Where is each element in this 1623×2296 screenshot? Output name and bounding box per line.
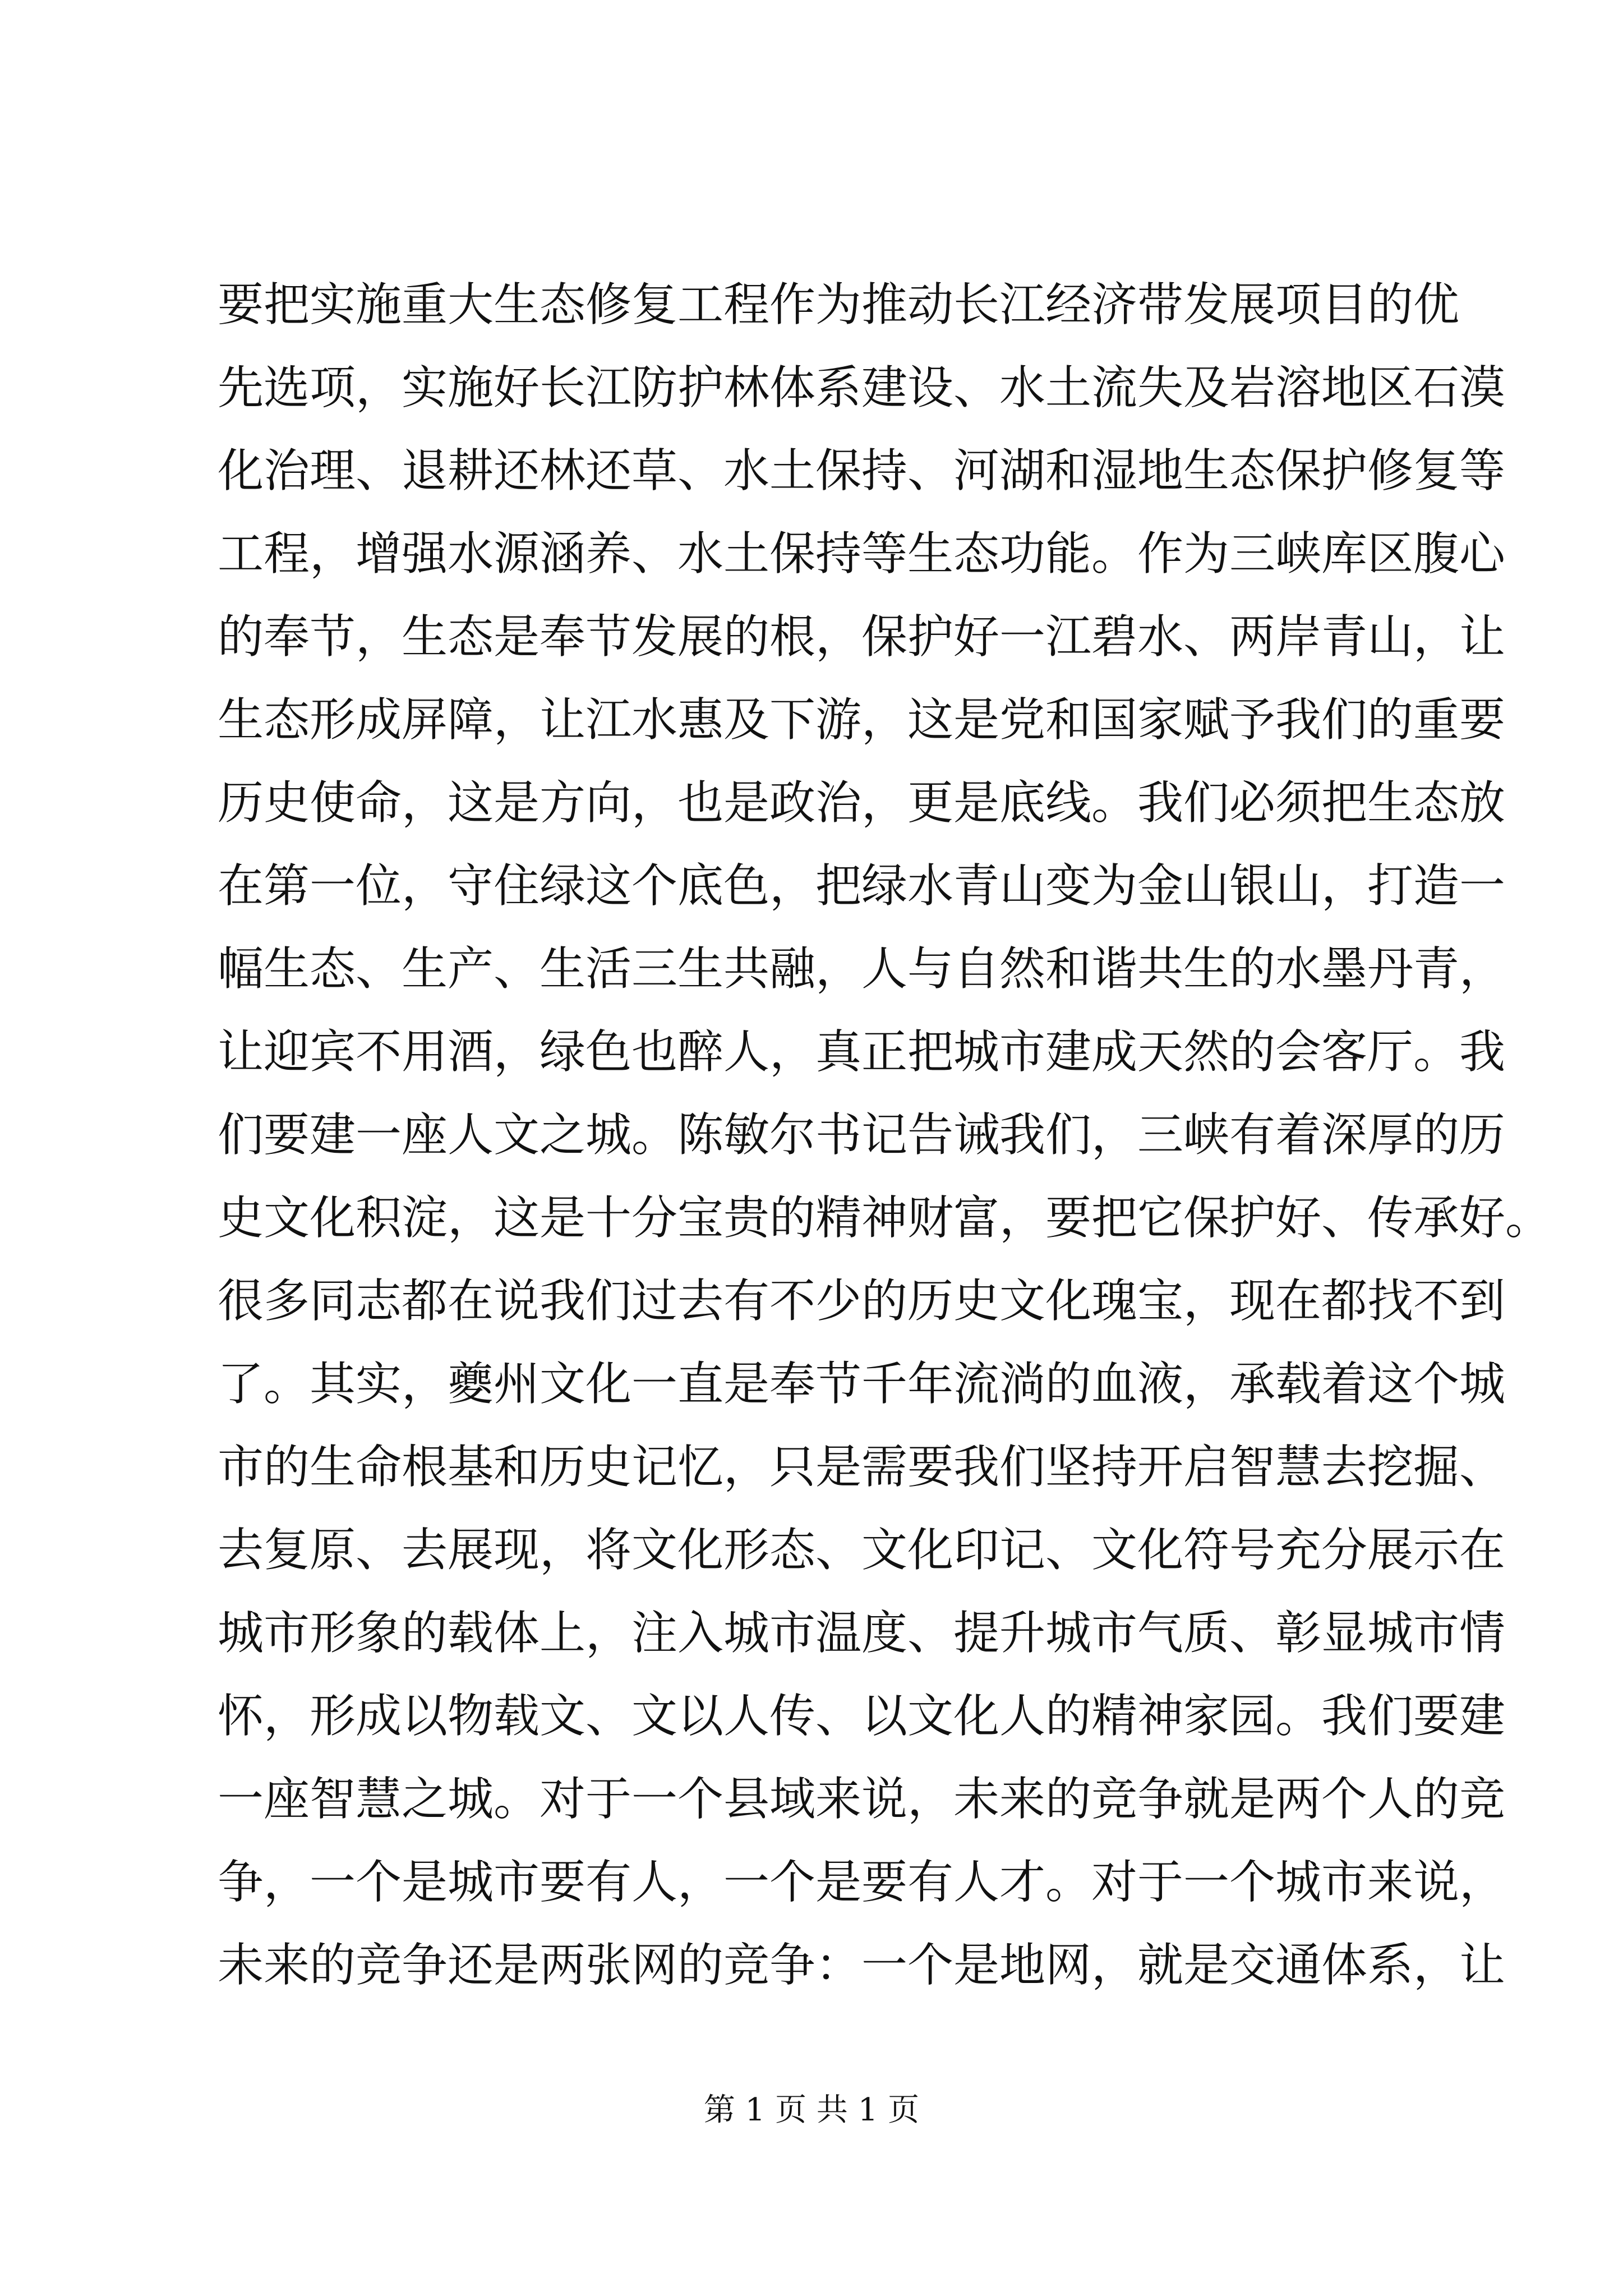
text-line: 的奉节，生态是奉节发展的根，保护好一江碧水、两岸青山，让	[218, 610, 1506, 664]
text-line: 们要建一座人文之城。陈敏尔书记告诫我们，三峡有着深厚的历	[218, 1108, 1506, 1162]
text-line: 在第一位，守住绿这个底色，把绿水青山变为金山银山，打造一	[218, 859, 1506, 913]
text-line: 怀，形成以物载文、文以人传、以文化人的精神家园。我们要建	[218, 1690, 1506, 1743]
text-line: 化治理、退耕还林还草、水土保持、河湖和湿地生态保护修复等	[218, 444, 1506, 498]
text-line: 一座智慧之城。对于一个县域来说，未来的竞争就是两个人的竞	[218, 1773, 1506, 1826]
text-line: 很多同志都在说我们过去有不少的历史文化瑰宝，现在都找不到	[218, 1274, 1506, 1328]
text-line: 史文化积淀，这是十分宝贵的精神财富，要把它保护好、传承好。	[218, 1191, 1552, 1245]
text-line: 了。其实，夔州文化一直是奉节千年流淌的血液，承载着这个城	[218, 1358, 1506, 1411]
page-number-footer: 第 1 页 共 1 页	[703, 2092, 920, 2128]
body-text	[218, 264, 1552, 2007]
text-line: 幅生态、生产、生活三生共融，人与自然和谐共生的水墨丹青，	[218, 942, 1506, 996]
text-line: 城市形象的载体上，注入城市温度、提升城市气质、彰显城市情	[218, 1607, 1506, 1660]
text-line: 先选项，实施好长江防护林体系建设、水土流失及岩溶地区石漠	[218, 361, 1506, 415]
text-line: 要把实施重大生态修复工程作为推动长江经济带发展项目的优	[218, 278, 1460, 332]
text-line: 生态形成屏障，让江水惠及下游，这是党和国家赋予我们的重要	[218, 693, 1506, 747]
text-line: 历史使命，这是方向，也是政治，更是底线。我们必须把生态放	[218, 776, 1506, 830]
text-line: 去复原、去展现，将文化形态、文化印记、文化符号充分展示在	[218, 1524, 1506, 1577]
text-line: 未来的竞争还是两张网的竞争：一个是地网，就是交通体系，让	[218, 1939, 1506, 1992]
text-line: 市的生命根基和历史记忆，只是需要我们坚持开启智慧去挖掘、	[218, 1441, 1506, 1494]
text-line: 工程，增强水源涵养、水土保持等生态功能。作为三峡库区腹心	[218, 527, 1506, 581]
text-line: 争，一个是城市要有人，一个是要有人才。对于一个城市来说，	[218, 1856, 1506, 1909]
text-line: 让迎宾不用酒，绿色也醉人，真正把城市建成天然的会客厅。我	[218, 1025, 1506, 1079]
